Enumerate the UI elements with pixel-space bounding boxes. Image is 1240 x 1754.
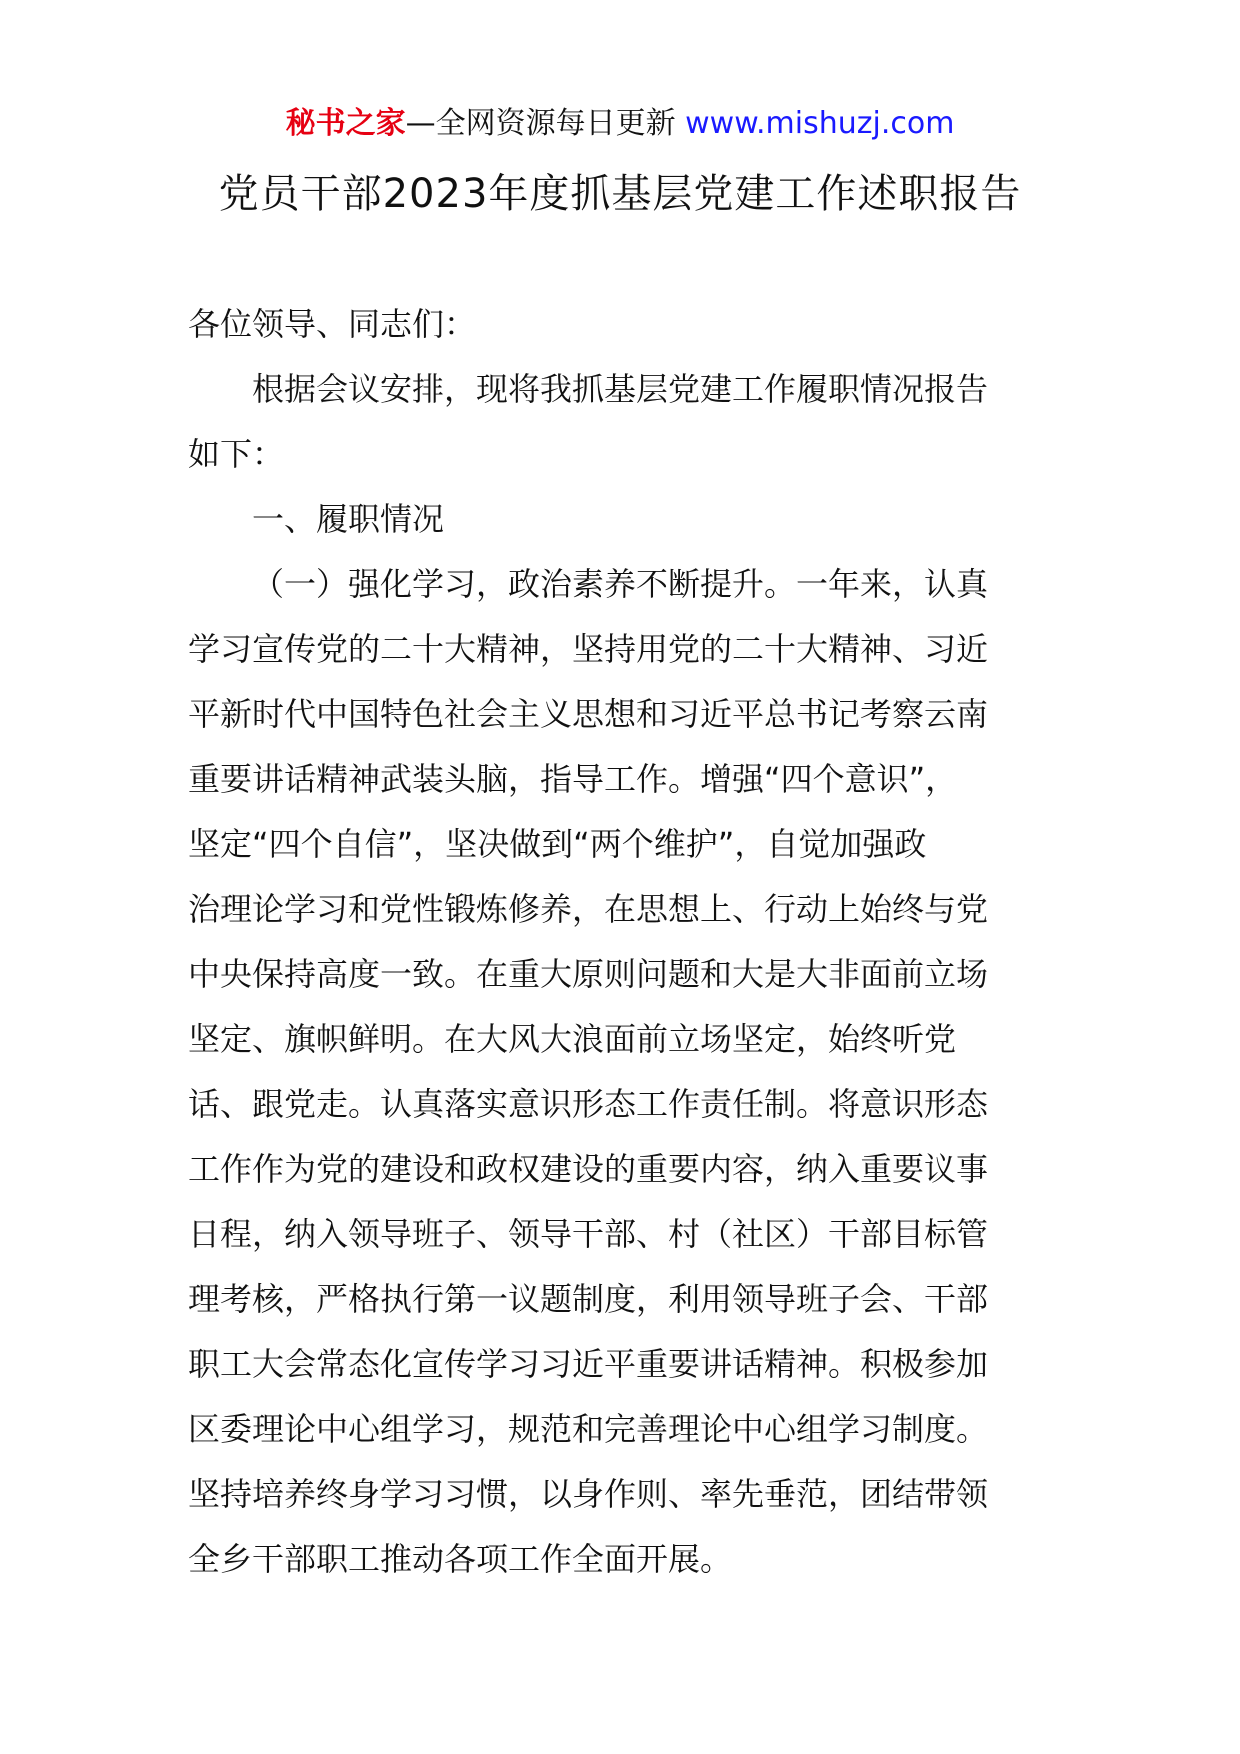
text-line: 工作作为党的建设和政权建设的重要内容，纳入重要议事 [188,1150,989,1188]
text-line: 话、跟党走。认真落实意识形态工作责任制。将意识形态 [188,1085,989,1123]
text-line: 治理论学习和党性锻炼修养，在思想上、行动上始终与党 [188,890,989,928]
text-line: （一）强化学习，政治素养不断提升。一年来，认真 [252,565,989,603]
text-line: 各位领导、同志们： [188,305,477,343]
text-line: 全乡干部职工推动各项工作全面开展。 [188,1540,733,1578]
watermark-url[interactable]: www.mishuzj.com [685,106,955,141]
text-line: 根据会议安排，现将我抓基层党建工作履职情况报告 [252,370,989,408]
watermark-brand: 秘书之家 [285,106,406,141]
text-line: 坚定“四个自信”，坚决做到“两个维护”，自觉加强政 [188,825,927,863]
text-line: 重要讲话精神武装头脑，指导工作。增强“四个意识”， [188,760,958,798]
document-title: 党员干部2023年度抓基层党建工作述职报告 [218,171,1022,217]
text-line: 日程，纳入领导班子、领导干部、村（社区）干部目标管 [188,1215,989,1253]
text-line: 坚定、旗帜鲜明。在大风大浪面前立场坚定，始终听党 [188,1020,957,1058]
document-body [188,292,1058,1592]
text-line: 如下： [188,435,285,473]
text-line: 坚持培养终身学习习惯，以身作则、率先垂范，团结带领 [188,1475,989,1513]
text-line: 一、履职情况 [252,500,445,538]
text-line: 职工大会常态化宣传学习习近平重要讲话精神。积极参加 [188,1345,989,1383]
text-line: 区委理论中心组学习，规范和完善理论中心组学习制度。 [188,1410,989,1448]
watermark-tagline: —全网资源每日更新 [405,106,676,141]
text-line: 平新时代中国特色社会主义思想和习近平总书记考察云南 [188,695,989,733]
text-line: 中央保持高度一致。在重大原则问题和大是大非面前立场 [188,955,989,993]
site-watermark [0,102,1240,146]
text-line: 理考核，严格执行第一议题制度，利用领导班子会、干部 [188,1280,989,1318]
text-line: 学习宣传党的二十大精神，坚持用党的二十大精神、习近 [188,630,989,668]
